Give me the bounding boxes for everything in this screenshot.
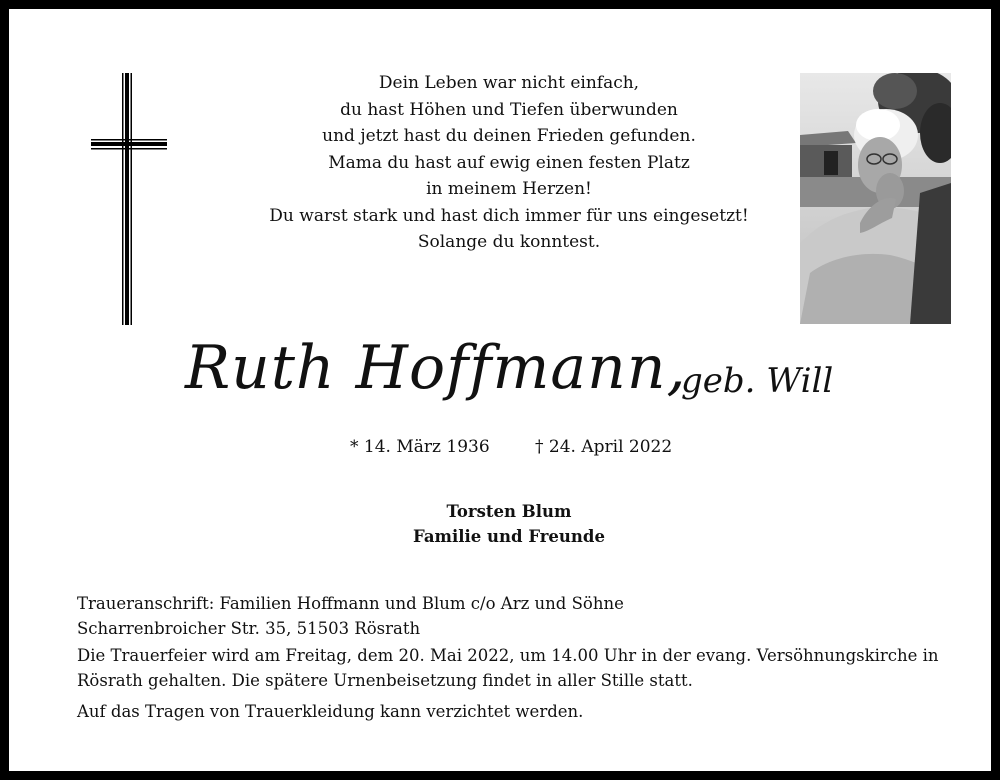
poem-line: Solange du konntest. (417, 232, 601, 252)
mourner-name: Torsten Blum (446, 502, 572, 521)
deceased-name-row (9, 331, 1000, 421)
portrait-photo (800, 73, 951, 324)
funeral-details (77, 591, 957, 730)
death-date: † 24. April 2022 (535, 437, 673, 457)
cross-icon (91, 73, 167, 325)
birth-date: * 14. März 1936 (350, 437, 490, 457)
address-line: Scharrenbroicher Str. 35, 51503 Rösrath (77, 619, 421, 638)
attire-note: Auf das Tragen von Trauerkleidung kann verzichtet werden. (77, 702, 584, 721)
mourners (309, 499, 709, 549)
poem-line: Dein Leben war nicht einfach, (378, 73, 640, 93)
poem-line: Du warst stark und hast dich immer für uns eingesetzt! (269, 205, 749, 226)
poem-line: und jetzt hast du deinen Frieden gefunden. (322, 126, 696, 146)
memorial-poem (229, 70, 789, 256)
address-line: Traueranschrift: Familien Hoffmann und Blum c/o Arz und Söhne (77, 594, 624, 613)
mourner-group: Familie und Freunde (413, 527, 605, 546)
poem-line: du hast Höhen und Tiefen überwunden (340, 99, 678, 120)
birth-name: geb. Will (681, 361, 834, 401)
poem-line: in meinem Herzen! (426, 179, 592, 199)
poem-line: Mama du hast auf ewig einen festen Platz (328, 152, 690, 173)
deceased-name: Ruth Hoffmann, (185, 333, 687, 403)
ceremony-text: Die Trauerfeier wird am Freitag, dem 20. Mai 2022, um 14.00 Uhr in der evang. Versöhnungskirche in Rösrath gehalten. Die spätere Urnenbeisetzung findet in aller Stille statt. (77, 646, 939, 690)
